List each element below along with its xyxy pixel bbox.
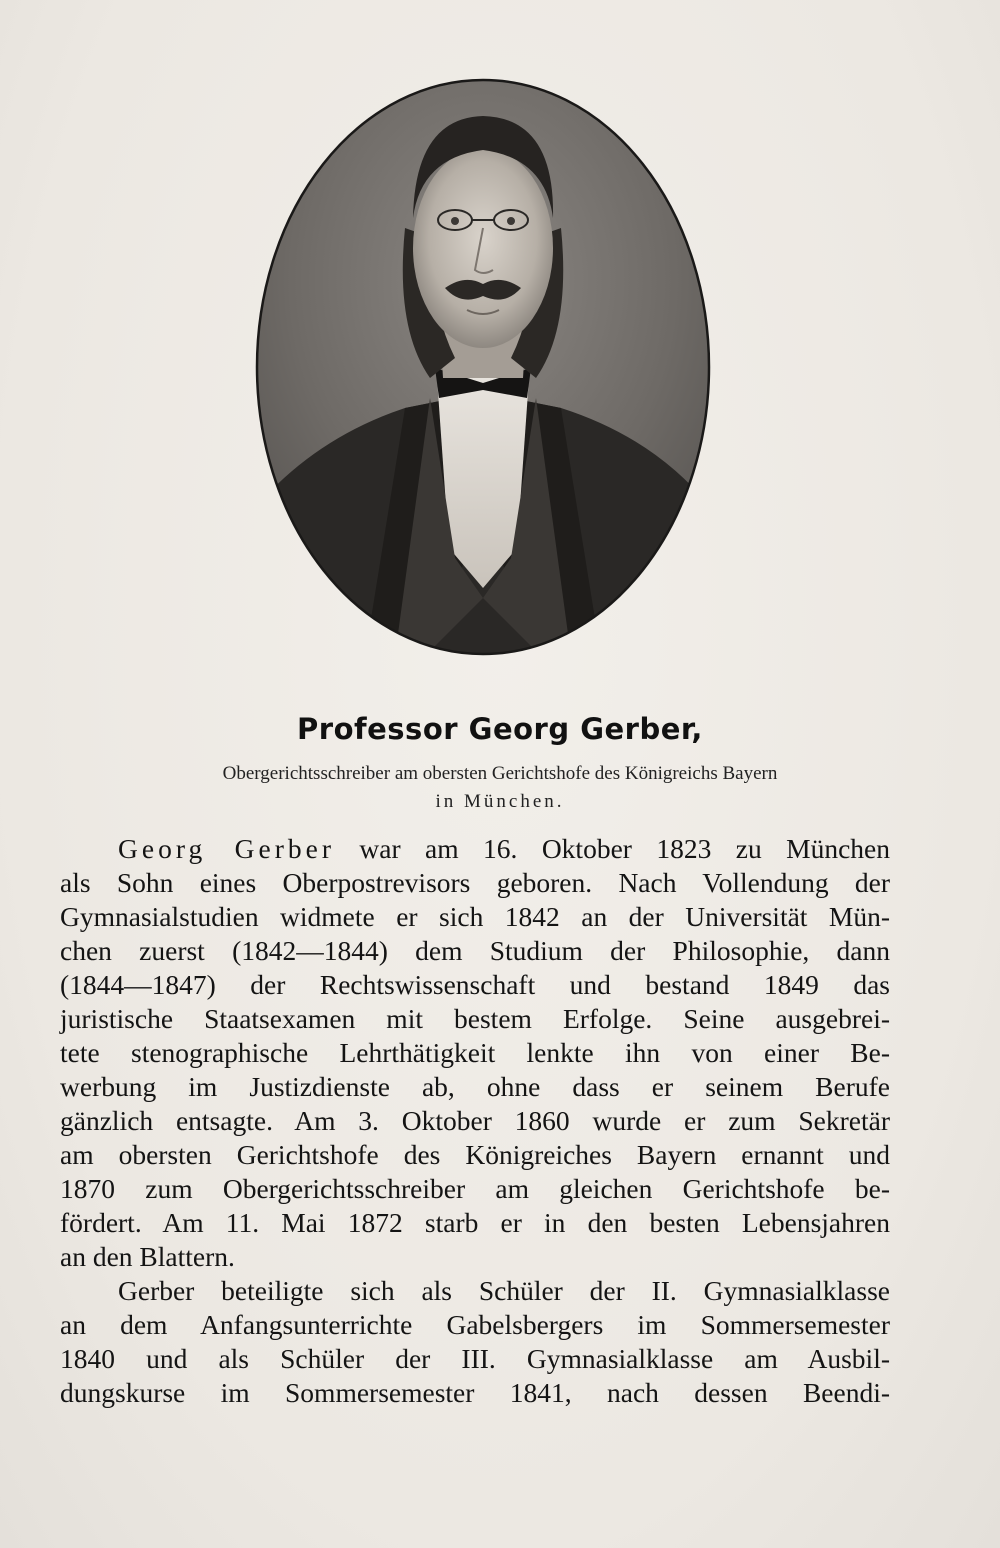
paragraph-1-line: gänzlich entsagte. Am 3. Oktober 1860 wurde er zum Sekretär xyxy=(60,1105,890,1136)
paragraph-1-line: an den Blattern. xyxy=(60,1241,235,1272)
caption-subtitle xyxy=(0,760,1000,816)
paragraph-1-line: als Sohn eines Oberpostrevisors geboren. Nach Vollendung der xyxy=(60,867,890,898)
paragraph-2-line: 1840 und als Schüler der III. Gymnasialklasse am Ausbil- xyxy=(60,1343,890,1374)
paragraph-1-line: werbung im Justizdienste ab, ohne dass er seinem Berufe xyxy=(60,1071,890,1102)
paragraph-1-line: fördert. Am 11. Mai 1872 starb er in den besten Lebensjahren xyxy=(60,1207,890,1238)
caption-title: Professor Georg Gerber, xyxy=(297,712,703,746)
lead-name: Georg Gerber xyxy=(118,833,335,864)
paragraph-1-line: tete stenographische Lehrthätigkeit lenkte ihn von einer Be- xyxy=(60,1037,890,1068)
oval-portrait-engraving-icon xyxy=(255,78,711,656)
caption-subtitle-line1: Obergerichtsschreiber am obersten Gerichtshofe des Königreichs Bayern xyxy=(222,763,778,784)
paragraph-1-line: Georg Gerber war am 16. Oktober 1823 zu München xyxy=(118,833,890,864)
paragraph-1-line: am obersten Gerichtshofe des Königreiches Bayern ernannt und xyxy=(60,1139,890,1170)
paragraph-2-line: Gerber beteiligte sich als Schüler der II. Gymnasialklasse xyxy=(118,1275,890,1306)
paragraph-1-line: (1844—1847) der Rechtswissenschaft und bestand 1849 das xyxy=(60,969,890,1000)
portrait-oval xyxy=(255,78,711,656)
paragraph-1-line: chen zuerst (1842—1844) dem Studium der Philosophie, dann xyxy=(60,935,890,966)
paragraph-2-line: an dem Anfangsunterrichte Gabelsbergers im Sommersemester xyxy=(60,1309,890,1340)
paragraph-1-line: Gymnasialstudien widmete er sich 1842 an der Universität Mün- xyxy=(60,901,890,932)
caption-subtitle-line2: in München. xyxy=(435,791,565,812)
article-body xyxy=(60,832,890,1410)
paragraph-1-line: juristische Staatsexamen mit bestem Erfolge. Seine ausgebrei- xyxy=(60,1003,890,1034)
paragraph-1-line: 1870 zum Obergerichtsschreiber am gleichen Gerichtshofe be- xyxy=(60,1173,890,1204)
paragraph-2-line: dungskurse im Sommersemester 1841, nach dessen Beendi- xyxy=(60,1377,890,1408)
